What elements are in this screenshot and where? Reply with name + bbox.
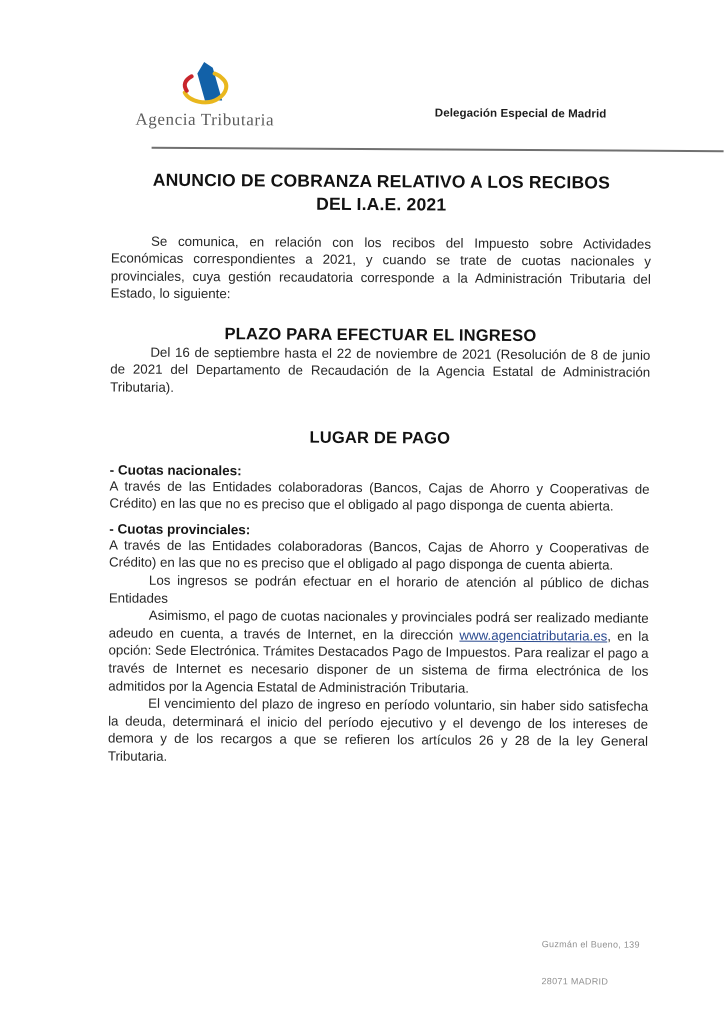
document-title — [111, 168, 651, 217]
cuotas-nacionales-body: A través de las Entidades colaboradoras (Bancos, Cajas de Ahorro y Cooperativas de Crédito) en las que no es preciso que el obligado al pago disponga de cuenta abierta. — [109, 478, 650, 514]
agenciatributaria-link[interactable]: www.agenciatributaria.es — [459, 627, 608, 644]
section-heading-lugar: LUGAR DE PAGO — [309, 428, 451, 448]
footer-street: Guzmán el Bueno, 139 — [541, 939, 640, 950]
intro-paragraph: Se comunica, en relación con los recibos del Impuesto sobre Actividades Económicas correspondientes a 2021, y cuando se trate de cuotas nacionales y provinciales, cuya gestión recaudatoria corresponde a la Administración Tributaria del Estado, lo siguiente: — [110, 233, 652, 302]
online-payment-text-before: Asimismo, el pago de cuotas nacionales y provinciales podrá ser realizado mediante adeudo en cuenta, a través de Internet, en la dirección — [108, 607, 649, 643]
header-divider — [152, 147, 724, 152]
online-payment-text-after: , en la opción: Sede Electrónica. Trámites Destacados Pago de Impuestos. Para realizar el pago a través de Internet es necesario disponer de un sistema de firma electrónica de los admitidos por la Agencia Estatal de Administración Tributaria. — [108, 628, 649, 696]
department-label: Delegación Especial de Madrid — [434, 107, 607, 121]
section-heading-plazo: PLAZO PARA EFECTUAR EL INGRESO — [224, 325, 537, 345]
schedule-note-paragraph: Los ingresos se podrán efectuar en el horario de atención al público de dichas Entidades — [108, 572, 649, 606]
document-title-line2: DEL I.A.E. 2021 — [316, 193, 447, 215]
plazo-paragraph: Del 16 de septiembre hasta el 22 de noviembre de 2021 (Resolución de 8 de junio de 2021 del Departamento de Recaudación de la Agencia Estatal de Administración Tributaria). — [110, 344, 651, 395]
cuotas-nacionales-label: - Cuotas nacionales: — [109, 462, 242, 478]
document-title-line1: ANUNCIO DE COBRANZA RELATIVO A LOS RECIBOS — [152, 169, 611, 193]
agencia-tributaria-logo-icon — [178, 61, 232, 109]
cuotas-provinciales-body: A través de las Entidades colaboradoras (Bancos, Cajas de Ahorro y Cooperativas de Crédito) en las que no es preciso que el obligado al pago disponga de cuenta abierta. — [109, 537, 650, 573]
cuotas-provinciales-label: - Cuotas provinciales: — [109, 521, 251, 538]
document-body — [108, 168, 652, 768]
deadline-warning-paragraph: El vencimiento del plazo de ingreso en período voluntario, sin haber sido satisfecha la deuda, determinará el inicio del período ejecutivo y el devengo de los intereses de demora y de los recargos a que se refieren los artículos 26 y 28 de la ley General Tributaria. — [107, 695, 649, 764]
footer-city: 28071 MADRID — [541, 976, 609, 987]
logo-wordmark: Agencia Tributaria — [135, 109, 275, 130]
online-payment-paragraph — [108, 607, 649, 698]
agencia-tributaria-logo — [132, 61, 278, 131]
footer-address — [541, 939, 639, 987]
